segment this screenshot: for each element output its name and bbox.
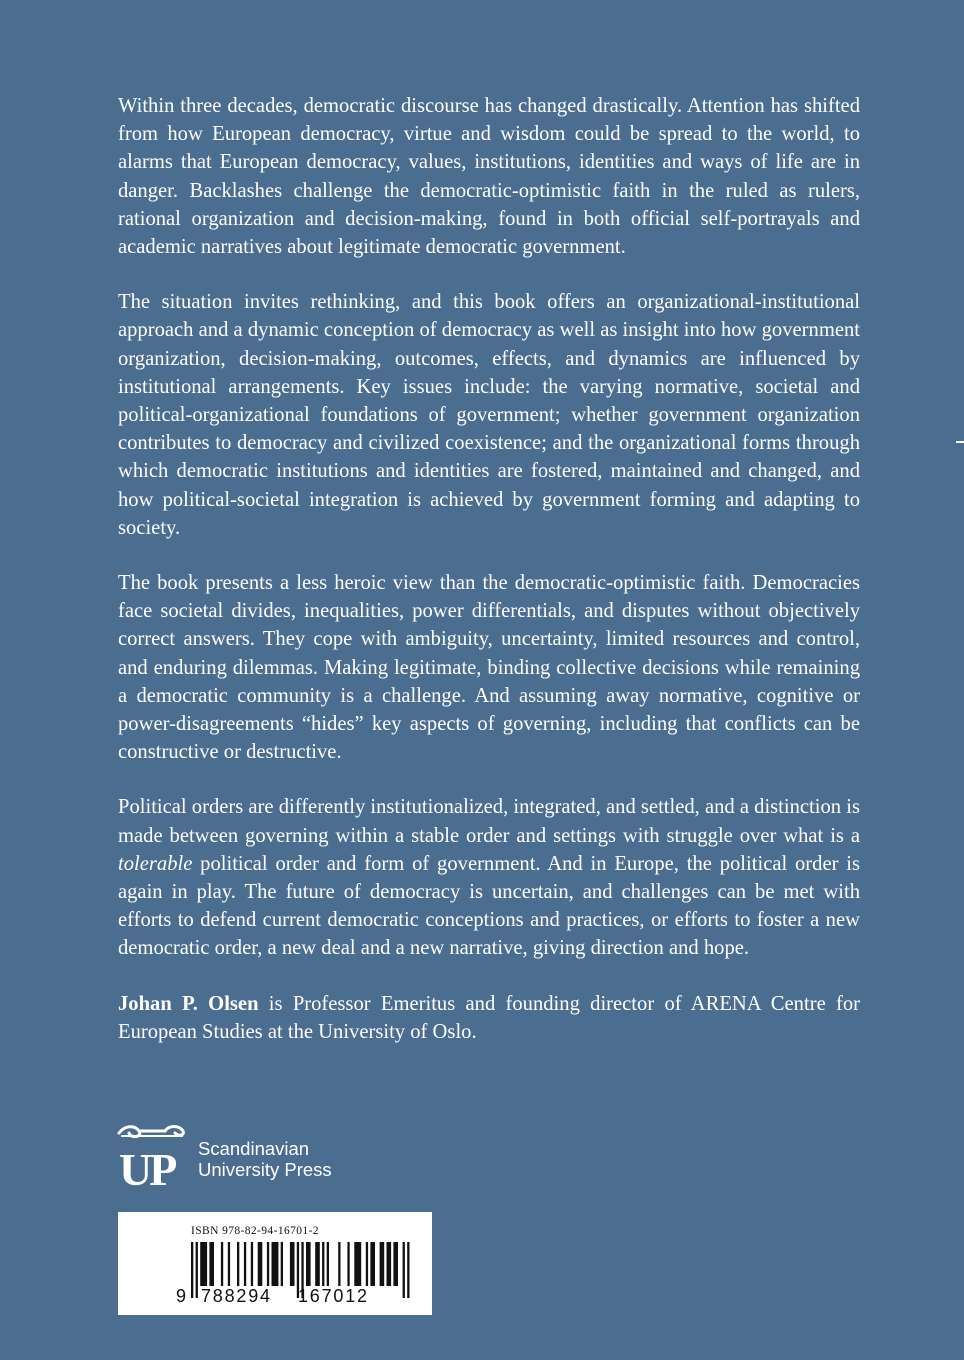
barcode-bar: [267, 1242, 269, 1286]
barcode-bar: [403, 1242, 405, 1298]
publisher-name: [198, 1138, 332, 1180]
scandinavian-university-press-logo-icon: [117, 1123, 187, 1189]
barcode-bar: [209, 1242, 214, 1286]
barcode-right-digits: 167012: [298, 1286, 369, 1306]
barcode-first-digit: 9: [176, 1286, 188, 1306]
barcode-bar: [327, 1242, 329, 1286]
barcode-bar: [393, 1242, 398, 1286]
publisher-logo: [117, 1123, 377, 1189]
barcode-bar: [228, 1242, 230, 1286]
publisher-name-line-2: University Press: [198, 1159, 332, 1180]
edge-tick-mark: [956, 441, 964, 443]
barcode-bar: [347, 1242, 349, 1286]
isbn-label: ISBN 978-82-94-16701-2: [191, 1225, 319, 1237]
barcode-bar: [244, 1242, 246, 1286]
paragraph-4: [118, 793, 860, 962]
barcode-bar: [221, 1242, 223, 1286]
blurb-text: [118, 92, 860, 1073]
paragraph-4-start: Political orders are differently institutionalized, integrated, and settled, and a distinction is made between governing within a stable order and settings with struggle over what is a: [118, 796, 860, 847]
barcode-bar: [370, 1242, 375, 1286]
paragraph-4-end: political order and form of government. And in Europe, the political order is again in play. The future of democracy is uncertain, and challenges can be met with efforts to defend current democratic conceptions and practices, or efforts to foster a new democratic order, a new deal and a new narrative, giving direction and hope.: [118, 852, 860, 960]
author-bio: [118, 990, 860, 1046]
barcode-bar: [366, 1242, 368, 1286]
barcode-bar: [407, 1242, 409, 1298]
barcode-bar: [322, 1242, 324, 1286]
barcode-bar: [272, 1242, 279, 1286]
barcode-bar: [306, 1242, 311, 1286]
barcode-panel: [118, 1212, 432, 1315]
barcode-bar: [191, 1242, 193, 1298]
barcode-bar: [281, 1242, 283, 1286]
barcode-bar: [237, 1242, 239, 1286]
barcode-bar: [387, 1242, 392, 1286]
logo-letters: UP: [119, 1144, 175, 1189]
paragraph-1: Within three decades, democratic discourse has changed drastically. Attention has shifted from how European democracy, virtue and wisdom could be spread to the world, to alarms that European democracy, values, institutions, identities and ways of life are in danger. Backlashes challenge the democratic-optimistic faith in the ruled as rulers, rational organization and decision-making, found in both official self-portrayals and academic narratives about legitimate democratic government.: [118, 95, 860, 259]
barcode-bar: [380, 1242, 385, 1286]
barcode-bar: [200, 1242, 207, 1286]
barcode-bar: [196, 1242, 198, 1298]
barcode-left-digits: 788294: [201, 1286, 272, 1306]
ean13-barcode: [118, 1212, 432, 1315]
paragraph-3: The book presents a less heroic view than the democratic-optimistic faith. Democracies face societal divides, inequalities, power differentials, and disputes without objectively correct answers. They cope with ambiguity, uncertainty, limited resources and control, and enduring dilemmas. Making legitimate, binding collective decisions while remaining a democratic community is a challenge. And assuming away normative, cognitive or power-disagreements “hides” key aspects of governing, including that conflicts can be constructive or destructive.: [118, 572, 860, 764]
barcode-bar: [258, 1242, 263, 1286]
barcode-bar: [354, 1242, 361, 1286]
publisher-name-line-1: Scandinavian: [198, 1138, 310, 1159]
barcode-bar: [251, 1242, 253, 1286]
barcode-bar: [338, 1242, 340, 1286]
author-name: Johan P. Olsen: [118, 992, 259, 1015]
emphasis-tolerable: tolerable: [118, 852, 193, 875]
barcode-bar: [315, 1242, 320, 1286]
barcode-bar: [290, 1242, 295, 1286]
author-bio-text: is Professor Emeritus and founding director of ARENA Centre for European Studies at the University of Oslo.: [118, 992, 860, 1043]
paragraph-2: The situation invites rethinking, and this book offers an organizational-institutional approach and a dynamic conception of democracy as well as insight into how government organization, decision-making, outcomes, effects, and dynamics are influenced by institutional arrangements. Key issues include: the varying normative, societal and political-organizational foundations of government; whether government organization contributes to democracy and civilized coexistence; and the organizational forms through which democratic institutions and identities are fostered, maintained and changed, and how political-societal integration is achieved by government forming and adapting to society.: [118, 291, 860, 539]
